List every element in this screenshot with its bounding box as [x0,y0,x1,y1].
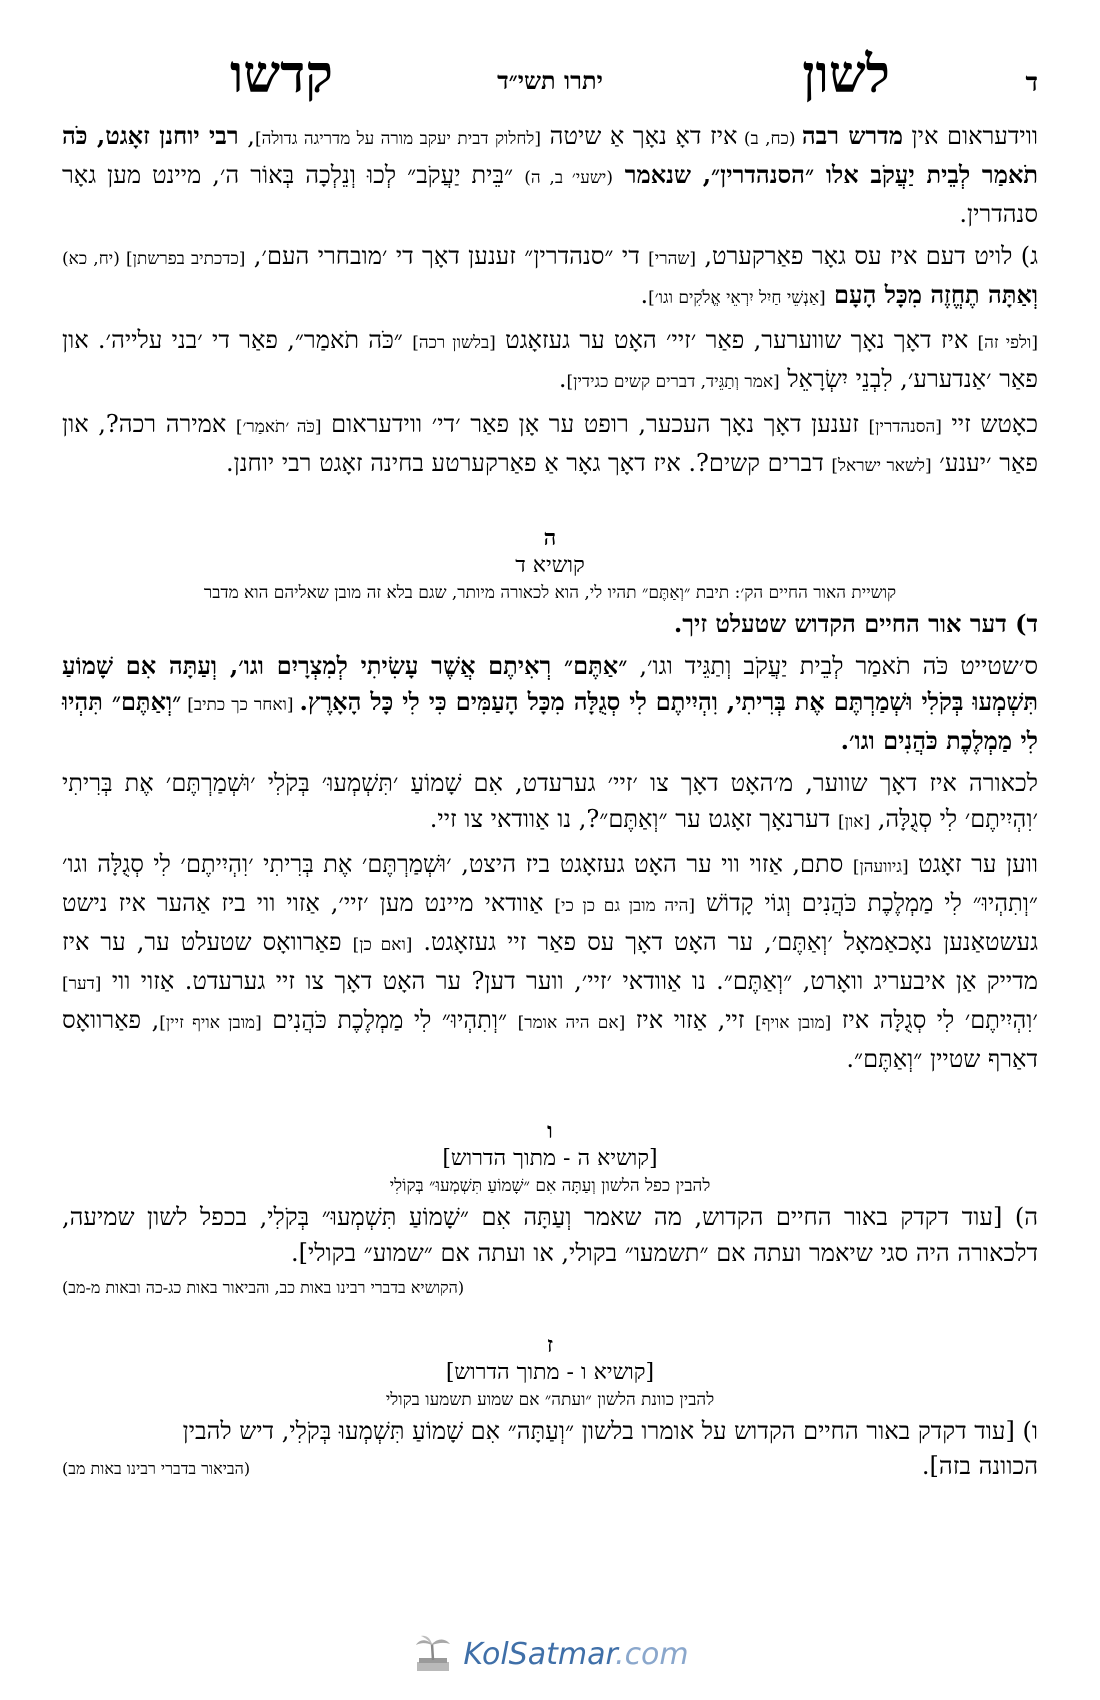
paragraph-10-tail: הכוונה בזה]. [921,1452,1038,1480]
header-title-left: קדשו [230,44,333,105]
paragraph-7: לכאורה איז דאָך שווער, מ׳האָט דאָך צו ׳זיי׳ גערעדט, אִם שָׁמוֹעַ ׳תִּשְׁמְעוּ׳ בְּקֹלִי ׳וּשְׁמַרְתֶּם׳ אֶת בְּרִיתִי ׳וִהְיִיתֶם׳ לִי סְגֻלָּה, [און] דערנאָך זאָגט ער ״וְאַתֶּם״?, נו אַוודאי צו זיי. [62,769,1038,833]
section-subtitle-he: קושיית האור החיים הק׳: תיבת ״וְאַתֶּם״ תהיו לי, הוא לכאורה מיותר, שגם בלא זה מובן שאליהם הוא מדבר [203,583,897,603]
header-title-right: לשון [802,44,890,105]
kolsatmar-logo[interactable] [411,1634,688,1674]
page-header [62,44,1038,104]
brand-domain: .com [615,1636,689,1672]
source-note-zayin: (הביאור בדברי רבינו באות מב) [62,1459,251,1478]
section-letter-he: ה [543,525,557,551]
header-parsha: יתרו תשי״ד [497,66,603,95]
site-footer [0,1634,1100,1678]
paragraph-5: ד) דער אור החיים הקדוש שטעלט זיך. [673,609,1038,638]
source-note-vav: (הקושיא בדברי רבינו באות כב, והביאור באות כג-כה ובאות מ-מב) [62,1278,465,1297]
paragraph-2: ג) לויט דעם איז עס גאָר פאַרקערט, [שהרי] די ״סנהדרין״ זענען דאָך די ׳מובחרי העם׳, [כדכתיב בפרשתן] (יח, כא) וְאַתָּה תֶחֱזֶה מִכָּל הָעָם [אַנְשֵׁי חַיִל יִרְאֵי אֱלֹקִים וגו׳]. [62,242,1039,309]
section-subtitle-vav: להבין כפל הלשון וְעַתָּה אִם ״שָׁמוֹעַ תִּשְׁמְעוּ״ בְּקוֹלִי [389,1176,711,1196]
paragraph-1: ווידעראום אין מדרש רבה (כח, ב) איז דאָ נאָך אַ שיטה [לחלוק דבית יעקב מורה על מדריגה גדולה], רבי יוחנן זאָגט, כֹּה תֹאמַר לְבֵית יַעֲקֹב אלו ״הסנהדרין״, שנאמר (ישעי׳ ב, ה) ״בֵּית יַעֲקֹב״ לְכוּ וְנֵלְכָה בְּאוֹר ה׳, מיינט מען גאָר סנהדרין. [62,121,1039,228]
paragraph-3: [ולפי זה] איז דאָך נאָך שווערער, פאַר ׳זיי׳ האָט ער געזאָגט [בלשון רכה] ״כֹּה תֹאמַר״, פאַר די ׳בני עלייה׳. און פאַר ׳אַנדערע׳, לִבְנֵי יִשְׂרָאֵל [אמר וְתַגֵּיד, דברים קשים כגידין]. [62,326,1038,393]
section-title-he: קושיא ד [515,553,585,578]
brand-name: KolSatmar [463,1636,616,1672]
palm-tree-books-icon [411,1634,455,1674]
section-letter-zayin: ז [546,1332,554,1358]
paragraph-6: ס׳שטייט כֹּה תֹאמַר לְבֵית יַעֲקֹב וְתַגֵּיד וגו׳, ״אַתֶּם״ רְאִיתֶם אֲשֶׁר עָשִׂיתִי לְמִצְרָיִם וגו׳, וְעַתָּה אִם שָׁמוֹעַ תִּשְׁמְעוּ בְּקֹלִי וּשְׁמַרְתֶּם אֶת בְּרִיתִי, וִהְיִיתֶם לִי סְגֻלָּה מִכָּל הָעַמִּים כִּי לִי כָּל הָאָרֶץ. [ואחר כך כתיב] ״וְאַתֶּם״ תִּהְיוּ לִי מַמְלֶכֶת כֹּהֲנִים וגו׳. [62,651,1038,755]
section-letter-vav: ו [547,1118,553,1144]
paragraph-8: ווען ער זאָגט [גיוועהן] סתם, אַזוי ווי ער האָט געזאָגט ביז היצט, ׳וּשְׁמַרְתֶּם׳ אֶת בְּרִיתִי ׳וִהְיִיתֶם׳ לִי סְגֻלָּה וגו׳ ״וְתִהְיוּ״ לִי מַמְלֶכֶת כֹּהֲנִים וְגוֹי קָדוֹשׁ [היה מובן גם כן כי] אַוודאי מיינט מען ׳זיי׳, אַזוי ווי ביז אַהער איז נישט געשטאַנען נאָכאַמאָל ׳וְאַתֶּם׳, ער האָט דאָך עס פאַר זיי געזאָגט. [ואם כן] פאַרוואָס שטעלט ער, ער איז מדייק אַן איבעריג וואָרט, ״וְאַתֶּם״. נו אַוודאי ׳זיי׳, ווער דען? ער האָט דאָך צו זיי גערעדט. אַזוי ווי [דער] ׳וִהְיִיתֶם׳ לִי סְגֻלָּה איז [מובן אויף] זיי, אַזוי איז [אם היה אומר] ״וְתִהְיוּ״ לִי מַמְלֶכֶת כֹּהֲנִים [מובן אויף זיין], פאַרוואָס דאַרף שטיין ״וְאַתֶּם״. [62,850,1039,1073]
page-number: ד [1025,68,1038,98]
paragraph-4: כאָטש זיי [הסנהדרין] זענען דאָך נאָך העכער, רופט ער אָן פאַר ׳די׳ ווידעראום [כֹּה ׳תֹאמַר׳] אמירה רכה?, און פאַר ׳יענע׳ [לשאר ישראל] דברים קשים?. איז דאָך גאָר אַ פאַרקערטע בחינה זאָגט רבי יוחנן. [62,410,1038,477]
paragraph-9: ה) [עוד דקדק באור החיים הקדוש, מה שאמר וְעַתָּה אִם ״שָׁמוֹעַ תִּשְׁמְעוּ״ בְּקֹלִי, בכפל לשון שמיעה, דלכאורה היה סגי שיאמר ועתה אם ״תשמעו״ בקולי, או ועתה אם ״שמוע״ בקולי]. [62,1203,1038,1267]
paragraph-10-end [62,1449,1038,1486]
document-body [62,118,1038,1486]
section-subtitle-zayin: להבין כוונת הלשון ״ועתה״ אם שמוע תשמעו בקולי [385,1390,715,1410]
section-title-vav: [קושיא ה - מתוך הדרוש] [442,1146,658,1171]
section-title-zayin: [קושיא ו - מתוך הדרוש] [445,1360,655,1385]
paragraph-10: ו) [עוד דקדק באור החיים הקדוש על אומרו בלשון ״וְעַתָּה״ אִם שָׁמוֹעַ תִּשְׁמְעוּ בְּקֹלִי, דיש להבין [182,1417,1038,1445]
